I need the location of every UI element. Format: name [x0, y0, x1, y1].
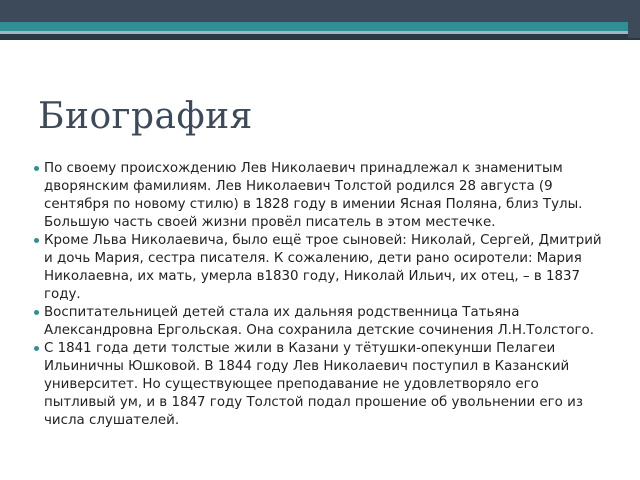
slide-bullet-list: [34, 160, 604, 430]
bullet-text: Воспитательницей детей стала их дальняя родственница Татьяна Александровна Ергольская. Она сохранила детские сочинения Л.Н.Толстого.: [44, 305, 595, 338]
header-band: [0, 0, 640, 22]
bullet-item-kazan: [34, 340, 604, 430]
bullet-text: Кроме Льва Николаевича, было ещё трое сыновей: Николай, Сергей, Дмитрий и дочь Мария, сестра писателя. К сожалению, дети рано осиротели: Мария Николаевна, их мать, умерла в1830 году, Николай Ильич, их отец, – в 1837 году.: [44, 233, 602, 302]
header-bottom-band: [0, 34, 640, 40]
header-accent-stripe: [0, 22, 640, 31]
bullet-dot-icon: [34, 346, 39, 351]
bullet-item-guardian: [34, 304, 604, 340]
bullet-text: По своему происхождению Лев Николаевич принадлежал к знаменитым дворянским фамилиям. Лев Николаевич Толстой родился 28 августа (9 сентября по новому стилю) в 1828 году в имении Ясная Поляна, близ Тулы. Большую часть своей жизни провёл писатель в этом местечке.: [44, 161, 583, 230]
bullet-dot-icon: [34, 166, 39, 171]
bullet-item-origin: [34, 160, 604, 232]
bullet-dot-icon: [34, 238, 39, 243]
header-corner-block: [628, 22, 640, 38]
bullet-text: С 1841 года дети толстые жили в Казани у тётушки-опекунши Пелагеи Ильиничны Юшковой. В 1844 году Лев Николаевич поступил в Казанский университет. Но существующее преподавание не удовлетворяло его пытливый ум, и в 1847 году Толстой подал прошение об увольнении его из числа слушателей.: [44, 341, 583, 428]
bullet-dot-icon: [34, 310, 39, 315]
slide-title: Биография: [38, 96, 253, 137]
bullet-item-siblings: [34, 232, 604, 304]
